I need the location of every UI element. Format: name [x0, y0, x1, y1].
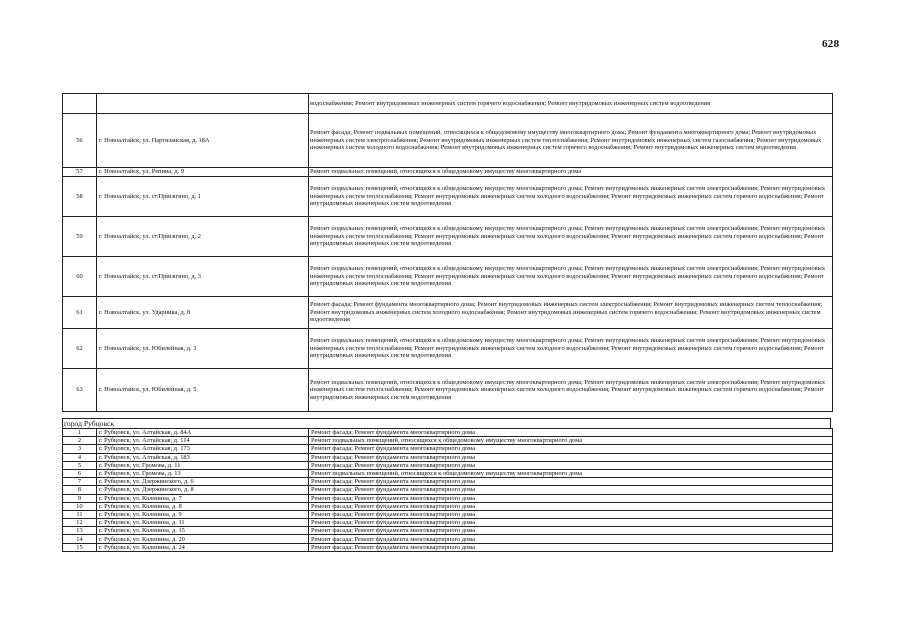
row-address: г. Рубцовск, ул. Громова, д. 13: [97, 469, 309, 477]
table-row: [63, 429, 833, 437]
row-number: 12: [63, 519, 97, 527]
row-work-types: Ремонт фасада; Ремонт подвальных помещений, относящихся к общедомовому имуществу многоквартирного дома; Ремонт фундамента многоквартирного дома; Ремонт внутридомовых инженерных систем электроснабжения; Ремонт внутридомовых инженерных систем теплоснабжения; Ремонт внутридомовых инженерных систем газоснабжения; Ремонт внутридомовых инженерных систем холодного водоснабжения; Ремонт внутридомовых инженерных систем горячего водоснабжения; Ремонт внутридомовых инженерных систем водоотведения: [309, 114, 833, 168]
row-number: 14: [63, 535, 97, 543]
row-address: г. Новоалтайск, ул. ст.Присягино, д. 2: [97, 217, 309, 257]
row-work-types: Ремонт фасада; Ремонт фундамента многоквартирного дома: [309, 502, 833, 510]
row-work-types: Ремонт фасада; Ремонт фундамента многоквартирного дома: [309, 453, 833, 461]
repair-table-rubtsovsk: [62, 428, 833, 552]
row-address: г. Рубцовск, ул. Дзержинского, д. 8: [97, 486, 309, 494]
row-work-types: Ремонт подвальных помещений, относящихся к общедомовому имуществу многоквартирного дома: [309, 168, 833, 177]
row-number: 13: [63, 527, 97, 535]
table-row: [63, 257, 833, 297]
repair-table-novoaltaysk: [62, 93, 833, 412]
row-work-types: Ремонт фасада; Ремонт фундамента многоквартирного дома: [309, 510, 833, 518]
table-row: [63, 510, 833, 518]
row-work-types: Ремонт подвальных помещений, относящихся к общедомовому имуществу многоквартирного дома: [309, 437, 833, 445]
row-address: г. Рубцовск, ул. Калинина, д. 11: [97, 519, 309, 527]
row-work-types: Ремонт подвальных помещений, относящихся к общедомовому имуществу многоквартирного дома; Ремонт внутридомовых инженерных систем электроснабжения; Ремонт внутридомовых инженерных систем теплоснабжения; Ремонт внутридомовых инженерных систем холодного водоснабжения; Ремонт внутридомовых инженерных систем горячего водоснабжения; Ремонт внутридомовых инженерных систем водоотведения: [309, 369, 833, 412]
row-number: 3: [63, 445, 97, 453]
row-address: г. Рубцовск, ул. Дзержинского, д. 6: [97, 478, 309, 486]
row-address: г. Рубцовск, ул. Громова, д. 11: [97, 461, 309, 469]
table-row: [63, 527, 833, 535]
row-number: 61: [63, 297, 97, 329]
row-address: г. Рубцовск, ул. Алтайская, д. 84А: [97, 429, 309, 437]
row-address: г. Рубцовск, ул. Калинина, д. 20: [97, 535, 309, 543]
table-row: [63, 168, 833, 177]
table-row: [63, 543, 833, 551]
row-work-types: Ремонт подвальных помещений, относящихся к общедомовому имуществу многоквартирного дома; Ремонт внутридомовых инженерных систем электроснабжения; Ремонт внутридомовых инженерных систем теплоснабжения; Ремонт внутридомовых инженерных систем холодного водоснабжения; Ремонт внутридомовых инженерных систем горячего водоснабжения; Ремонт внутридомовых инженерных систем водоотведения: [309, 257, 833, 297]
row-address: г. Новоалтайск, ул. ст.Присягино, д. 1: [97, 177, 309, 217]
table-row: [63, 478, 833, 486]
row-address: г. Новоалтайск, ул. Ударника, д. 8: [97, 297, 309, 329]
row-address: г. Рубцовск, ул. Калинина, д. 24: [97, 543, 309, 551]
table-row: [63, 177, 833, 217]
row-address: г. Новоалтайск, ул. Партизанская, д. 18А: [97, 114, 309, 168]
row-address: г. Новоалтайск, ул. ст.Присягино, д. 3: [97, 257, 309, 297]
row-address: [97, 94, 309, 114]
row-address: г. Новоалтайск, ул. Репина, д. 9: [97, 168, 309, 177]
row-work-types: Ремонт фасада; Ремонт фундамента многоквартирного дома: [309, 543, 833, 551]
table-row: [63, 494, 833, 502]
table-row: [63, 329, 833, 369]
row-number: 5: [63, 461, 97, 469]
row-work-types: Ремонт фасада; Ремонт фундамента многоквартирного дома: [309, 429, 833, 437]
row-number: 59: [63, 217, 97, 257]
row-address: г. Рубцовск, ул. Калинина, д. 15: [97, 527, 309, 535]
row-number: 10: [63, 502, 97, 510]
row-work-types: Ремонт фасада; Ремонт фундамента многоквартирного дома; Ремонт внутридомовых инженерных систем электроснабжения; Ремонт внутридомовых инженерных систем теплоснабжения; Ремонт внутридомовых инженерных систем холодного водоснабжения; Ремонт внутридомовых инженерных систем горячего водоснабжения; Ремонт внутридомовых инженерных систем водоотведения: [309, 297, 833, 329]
table-row: [63, 297, 833, 329]
page-number: 628: [822, 38, 840, 50]
row-work-types: Ремонт фасада; Ремонт фундамента многоквартирного дома: [309, 478, 833, 486]
row-number: 15: [63, 543, 97, 551]
table-row: [63, 445, 833, 453]
row-address: г. Рубцовск, ул. Калинина, д. 7: [97, 494, 309, 502]
row-work-types: Ремонт фасада; Ремонт фундамента многоквартирного дома: [309, 494, 833, 502]
row-number: 7: [63, 478, 97, 486]
row-number: 1: [63, 429, 97, 437]
row-work-types: Ремонт подвальных помещений, относящихся к общедомовому имуществу многоквартирного дома: [309, 469, 833, 477]
table-row: [63, 486, 833, 494]
row-work-types: Ремонт фасада; Ремонт фундамента многоквартирного дома: [309, 527, 833, 535]
table-row: [63, 369, 833, 412]
row-number: 6: [63, 469, 97, 477]
table-row: [63, 469, 833, 477]
table-row: [63, 461, 833, 469]
table-row: [63, 217, 833, 257]
table-row: [63, 519, 833, 527]
row-work-types: Ремонт фасада; Ремонт фундамента многоквартирного дома: [309, 519, 833, 527]
row-number: 4: [63, 453, 97, 461]
row-number: 63: [63, 369, 97, 412]
row-number: 2: [63, 437, 97, 445]
row-number: 57: [63, 168, 97, 177]
row-number: 60: [63, 257, 97, 297]
row-number: [63, 94, 97, 114]
row-work-types: Ремонт подвальных помещений, относящихся к общедомовому имуществу многоквартирного дома; Ремонт внутридомовых инженерных систем электроснабжения; Ремонт внутридомовых инженерных систем теплоснабжения; Ремонт внутридомовых инженерных систем холодного водоснабжения; Ремонт внутридомовых инженерных систем горячего водоснабжения; Ремонт внутридомовых инженерных систем водоотведения: [309, 217, 833, 257]
table-row: [63, 453, 833, 461]
table-row: [63, 502, 833, 510]
row-address: г. Новоалтайск, ул. Юбилейная, д. 3: [97, 329, 309, 369]
section-title-rubtsovsk: город Рубцовск: [62, 418, 831, 429]
row-number: 8: [63, 486, 97, 494]
table-row: [63, 94, 833, 114]
row-number: 9: [63, 494, 97, 502]
row-work-types: Ремонт фасада; Ремонт фундамента многоквартирного дома: [309, 445, 833, 453]
row-number: 11: [63, 510, 97, 518]
row-number: 62: [63, 329, 97, 369]
row-work-types: Ремонт фасада; Ремонт фундамента многоквартирного дома: [309, 486, 833, 494]
row-work-types: Ремонт подвальных помещений, относящихся к общедомовому имуществу многоквартирного дома; Ремонт внутридомовых инженерных систем электроснабжения; Ремонт внутридомовых инженерных систем теплоснабжения; Ремонт внутридомовых инженерных систем холодного водоснабжения; Ремонт внутридомовых инженерных систем горячего водоснабжения; Ремонт внутридомовых инженерных систем водоотведения: [309, 329, 833, 369]
row-work-types: Ремонт фасада; Ремонт фундамента многоквартирного дома: [309, 461, 833, 469]
row-address: г. Рубцовск, ул. Алтайская, д. 173: [97, 445, 309, 453]
row-address: г. Рубцовск, ул. Калинина, д. 8: [97, 502, 309, 510]
row-address: г. Рубцовск, ул. Алтайская, д. 114: [97, 437, 309, 445]
table-row: [63, 437, 833, 445]
table-row: [63, 114, 833, 168]
row-number: 56: [63, 114, 97, 168]
row-address: г. Рубцовск, ул. Калинина, д. 9: [97, 510, 309, 518]
row-work-types: Ремонт подвальных помещений, относящихся к общедомовому имуществу многоквартирного дома; Ремонт внутридомовых инженерных систем электроснабжения; Ремонт внутридомовых инженерных систем теплоснабжения; Ремонт внутридомовых инженерных систем холодного водоснабжения; Ремонт внутридомовых инженерных систем горячего водоснабжения; Ремонт внутридомовых инженерных систем водоотведения: [309, 177, 833, 217]
row-address: г. Рубцовск, ул. Алтайская, д. 183: [97, 453, 309, 461]
row-address: г. Новоалтайск, ул. Юбилейная, д. 5: [97, 369, 309, 412]
row-work-types: Ремонт фасада; Ремонт фундамента многоквартирного дома: [309, 535, 833, 543]
row-work-types: водоснабжения; Ремонт внутридомовых инженерных систем горячего водоснабжения; Ремонт внутридомовых инженерных систем водоотведения: [309, 94, 833, 114]
table-row: [63, 535, 833, 543]
row-number: 58: [63, 177, 97, 217]
